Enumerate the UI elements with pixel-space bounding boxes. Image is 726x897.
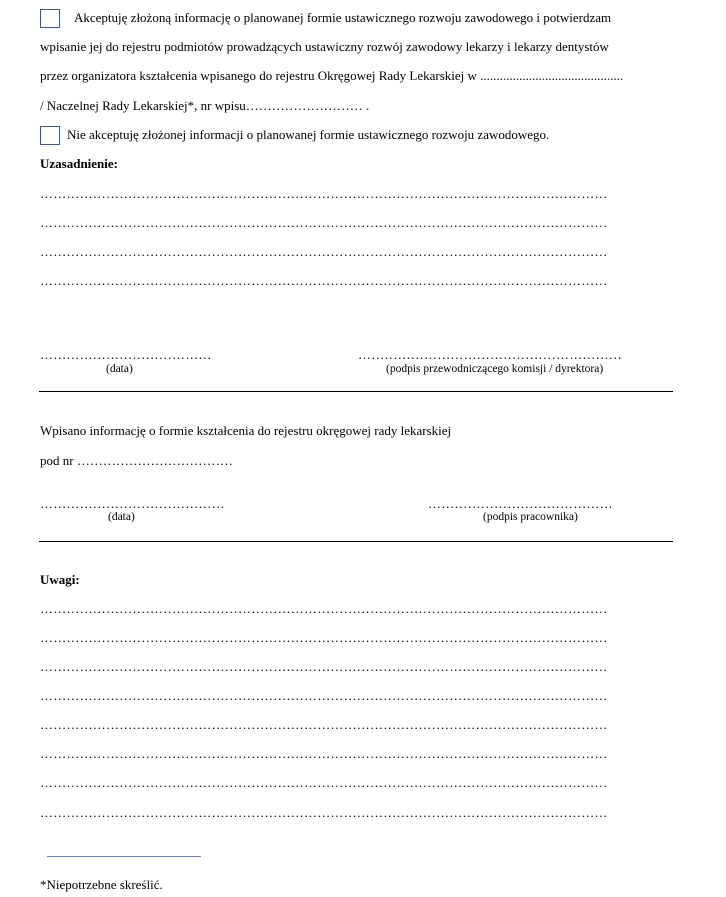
reject-line-1: Nie akceptuję złożonej informacji o planowanej formie ustawicznego rozwoju zawodowego. bbox=[67, 127, 550, 142]
reject-checkbox[interactable] bbox=[40, 126, 60, 145]
justification-line[interactable]: ………………………………………………………………………………………………………………… bbox=[40, 186, 608, 201]
signature-label-1: (podpis przewodniczącego komisji / dyrektora) bbox=[386, 363, 604, 375]
remarks-line[interactable]: ………………………………………………………………………………………………………………… bbox=[40, 775, 608, 790]
footnote-separator bbox=[47, 856, 201, 857]
signature-field-1[interactable]: …………………………………………………… bbox=[358, 347, 622, 362]
accept-line-2: wpisanie jej do rejestru podmiotów prowadzących ustawiczny rozwój zawodowy lekarzy i lekarzy dentystów bbox=[40, 39, 609, 54]
justification-line[interactable]: ………………………………………………………………………………………………………………… bbox=[40, 244, 608, 259]
remarks-line[interactable]: ………………………………………………………………………………………………………………… bbox=[40, 630, 608, 645]
date-field-1[interactable]: ………………………………… bbox=[40, 347, 212, 362]
date-label-2: (data) bbox=[108, 511, 135, 523]
accept-checkbox[interactable] bbox=[40, 9, 60, 28]
justification-line[interactable]: ………………………………………………………………………………………………………………… bbox=[40, 215, 608, 230]
accept-line-1: Akceptuję złożoną informację o planowanej formie ustawicznego rozwoju zawodowego i potwierdzam bbox=[74, 10, 612, 25]
registry-line-1: Wpisano informację o formie kształcenia do rejestru okręgowej rady lekarskiej bbox=[40, 423, 452, 438]
date-label-1: (data) bbox=[106, 363, 133, 375]
justification-heading: Uzasadnienie: bbox=[40, 156, 118, 171]
accept-line-4: / Naczelnej Rady Lekarskiej*, nr wpisu……………………… . bbox=[40, 98, 370, 113]
remarks-line[interactable]: ………………………………………………………………………………………………………………… bbox=[40, 717, 608, 732]
remarks-line[interactable]: ………………………………………………………………………………………………………………… bbox=[40, 746, 608, 761]
remarks-heading: Uwagi: bbox=[40, 572, 80, 587]
signature-label-2: (podpis pracownika) bbox=[483, 511, 578, 523]
remarks-line[interactable]: ………………………………………………………………………………………………………………… bbox=[40, 659, 608, 674]
signature-field-2[interactable]: …………………………………… bbox=[428, 496, 613, 511]
accept-line-3: przez organizatora kształcenia wpisanego do rejestru Okręgowej Rady Lekarskiej w ............................................ bbox=[40, 68, 624, 83]
footnote: *Niepotrzebne skreślić. bbox=[40, 877, 163, 892]
section-divider-2 bbox=[39, 541, 673, 542]
justification-line[interactable]: ………………………………………………………………………………………………………………… bbox=[40, 273, 608, 288]
remarks-line[interactable]: ………………………………………………………………………………………………………………… bbox=[40, 805, 608, 820]
registry-number-field[interactable]: pod nr ……………………………… bbox=[40, 453, 233, 468]
section-divider-1 bbox=[39, 391, 673, 392]
remarks-line[interactable]: ………………………………………………………………………………………………………………… bbox=[40, 688, 608, 703]
date-field-2[interactable]: …………………………………… bbox=[40, 496, 225, 511]
remarks-line[interactable]: ………………………………………………………………………………………………………………… bbox=[40, 601, 608, 616]
